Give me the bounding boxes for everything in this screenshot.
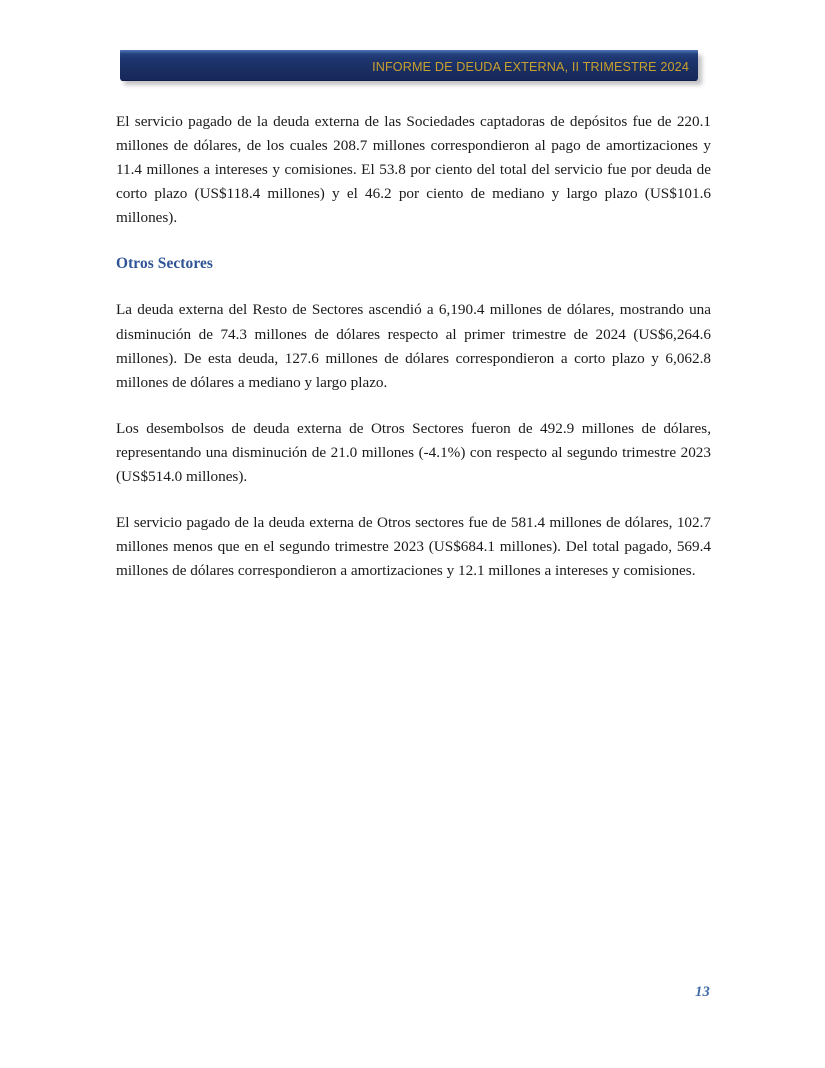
section-heading-otros-sectores: Otros Sectores — [116, 255, 213, 273]
page-number: 13 — [695, 984, 710, 1000]
document-body — [116, 110, 711, 583]
header-banner — [120, 50, 702, 84]
paragraph-servicio-otros-sectores: El servicio pagado de la deuda externa de Otros sectores fue de 581.4 millones de dólares, 102.7 millones menos que en el segundo trimestre 2023 (US$684.1 millones). Del total pagado, 569.4 millones de dólares correspondieron a amortizaciones y 12.1 millones a intereses y comisiones. — [116, 514, 711, 580]
header-banner-bar — [120, 50, 698, 81]
paragraph-desembolsos-otros-sectores: Los desembolsos de deuda externa de Otros Sectores fueron de 492.9 millones de dólares, representando una disminución de 21.0 millones (-4.1%) con respecto al segundo trimestre 2023 (US$514.0 millones). — [116, 419, 711, 486]
paragraph-deuda-resto-sectores: La deuda externa del Resto de Sectores ascendió a 6,190.4 millones de dólares, mostrando una disminución de 74.3 millones de dólares respecto al primer trimestre de 2024 (US$6,264.6 millones). De esta deuda, 127.6 millones de dólares correspondieron a corto plazo y 6,062.8 millones de dólares a mediano y largo plazo. — [116, 301, 711, 391]
header-title: INFORME DE DEUDA EXTERNA, II TRIMESTRE 2024 — [372, 59, 689, 74]
paragraph-servicio-sociedades-captadoras: El servicio pagado de la deuda externa de las Sociedades captadoras de depósitos fue de 220.1 millones de dólares, de los cuales 208.7 millones correspondieron al pago de amortizaciones y 11.4 millones a intereses y comisiones. El 53.8 por ciento del total del servicio fue por deuda de corto plazo (US$118.4 millones) y el 46.2 por ciento de mediano y largo plazo (US$101.6 millones). — [116, 113, 711, 227]
